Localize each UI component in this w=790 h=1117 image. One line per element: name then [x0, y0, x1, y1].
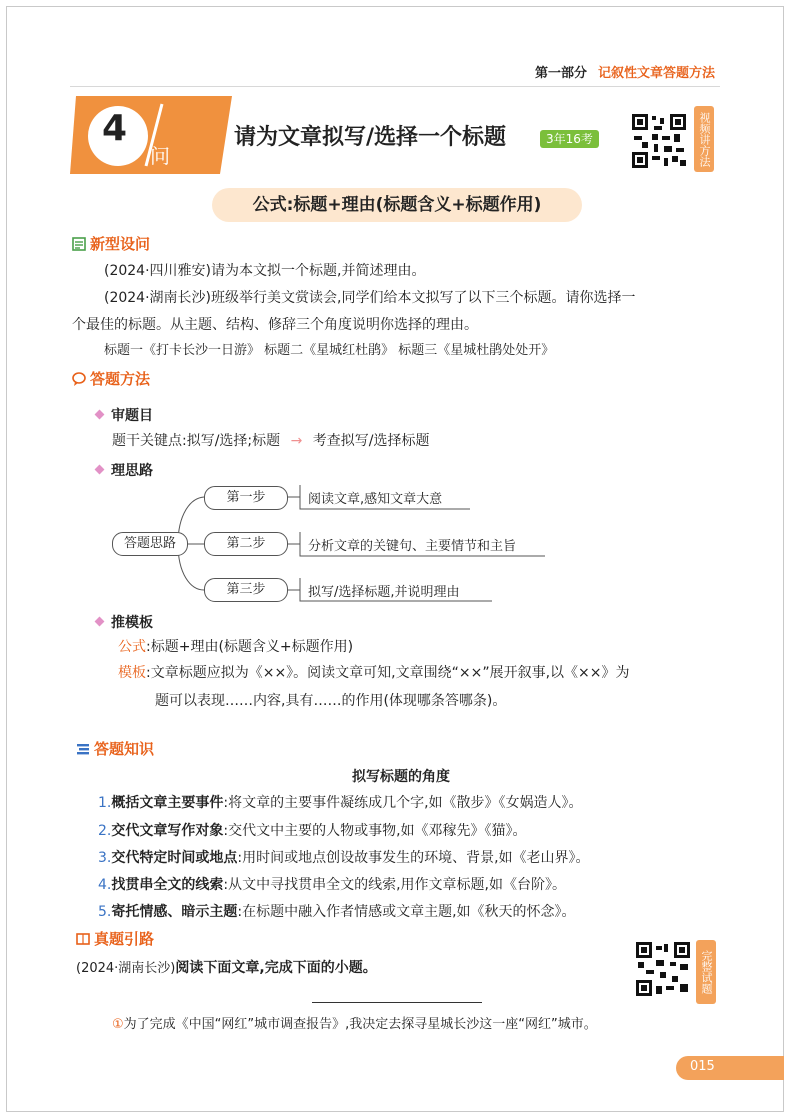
divider-line [312, 1002, 482, 1003]
step-3-text: 拟写/选择标题,并说明理由 [308, 585, 460, 600]
full-exam-tab[interactable]: 完整试题 [696, 940, 716, 1004]
new-question-heading: 新型设问 [72, 233, 150, 254]
knowledge-subtitle: 拟写标题的角度 [352, 769, 450, 785]
real-exam-heading: 真题引路 [76, 928, 154, 949]
question-line-1: (2024·四川雅安)请为本文拟一个标题,并简述理由。 [104, 263, 426, 279]
step-2-node: 第二步 [204, 532, 288, 556]
knowledge-item-5: 5.寄托情感、暗示主题:在标题中融入作者情感或文章主题,如《秋天的怀念》。 [98, 904, 576, 920]
frequency-badge: 3年16考 [540, 130, 599, 148]
knowledge-heading: 答题知识 [76, 738, 154, 759]
step-1-node: 第一步 [204, 486, 288, 510]
qr-code-icon[interactable] [634, 940, 692, 998]
list-icon [76, 742, 90, 756]
template-label: 推模板 [96, 612, 153, 632]
knowledge-item-1: 1.概括文章主要事件:将文章的主要事件凝练成几个字,如《散步》《女娲造人》。 [98, 795, 583, 811]
question-line-2: (2024·湖南长沙)班级举行美文赏读会,同学们给本文拟写了以下三个标题。请你选择一 [104, 290, 636, 306]
knowledge-item-4: 4.找贯串全文的线索:从文中寻找贯串全文的线索,用作文章标题,如《台阶》。 [98, 877, 566, 893]
title-options: 标题一《打卡长沙一日游》 标题二《星城红杜鹃》 标题三《星城杜鹃处处开》 [104, 343, 555, 358]
template-line-2: 题可以表现……内容,具有……的作用(体现哪条答哪条)。 [155, 693, 507, 709]
real-exam-intro: (2024·湖南长沙)阅读下面文章,完成下面的小题。 [76, 960, 377, 976]
formula-banner: 公式:标题+理由(标题含义+标题作用) [212, 188, 582, 222]
review-line: 题干关键点:拟写/选择;标题 → 考查拟写/选择标题 [112, 433, 430, 449]
method-heading: 答题方法 [72, 368, 150, 389]
step-2-text: 分析文章的关键句、主要情节和主旨 [308, 539, 517, 554]
page-title: 请为文章拟写/选择一个标题 [234, 125, 507, 150]
arrow-right-icon: → [290, 433, 303, 449]
step-3-node: 第三步 [204, 578, 288, 602]
question-number: 4 [102, 108, 128, 149]
knowledge-item-2: 2.交代文章写作对象:交代文中主要的人物或事物,如《邓稼先》《猫》。 [98, 823, 527, 839]
template-line-1: 模板:文章标题应拟为《××》。阅读文章可知,文章围绕“××”展开叙事,以《××》为 [118, 665, 630, 681]
book-icon [76, 932, 90, 946]
video-method-tab[interactable]: 视频讲方法 [694, 106, 714, 172]
step-1-text: 阅读文章,感知文章大意 [308, 492, 443, 507]
thought-label: 理思路 [96, 460, 153, 480]
header-part: 第一部分 [535, 66, 588, 81]
thought-center-node: 答题思路 [112, 532, 188, 556]
formula-line: 公式:标题+理由(标题含义+标题作用) [118, 639, 354, 655]
question-line-3: 个最佳的标题。从主题、结构、修辞三个角度说明你选择的理由。 [72, 317, 478, 333]
question-suffix: 问 [150, 144, 170, 168]
header-section: 记叙性文章答题方法 [598, 66, 716, 81]
review-label: 审题目 [96, 405, 153, 425]
page-number: 015 [690, 1059, 715, 1074]
knowledge-item-3: 3.交代特定时间或地点:用时间或地点创设故事发生的环境、背景,如《老山界》。 [98, 850, 590, 866]
passage-paragraph-1: ①为了完成《中国“网红”城市调查报告》,我决定去探寻星城长沙这一座“网红”城市。 [112, 1017, 597, 1032]
